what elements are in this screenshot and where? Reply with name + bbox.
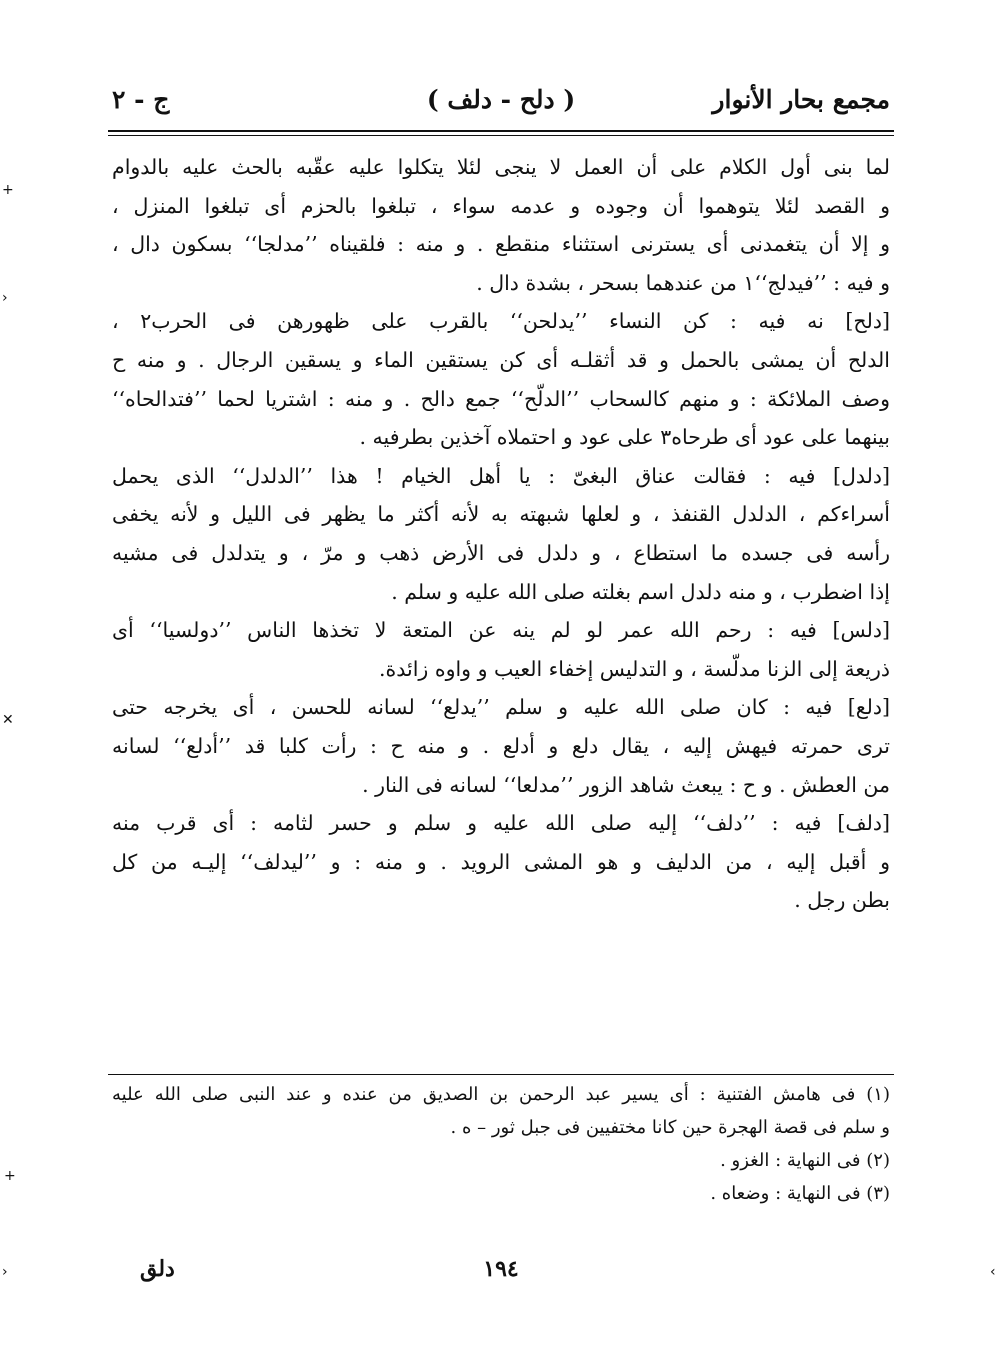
margin-mark-icon: + [2, 182, 14, 198]
volume-label: ج - ٢ [112, 85, 170, 114]
text-line: و القصد لئلا يتوهموا أن وجوده و عدمه سواء ، تبلغوا بالحزم أى تبلغوا المنزل ، [112, 193, 890, 218]
main-text [112, 148, 890, 920]
text-line: بطن رجل . [794, 888, 890, 913]
footnote-line: (١) فى هامش الفتنية : أى يسير عبد الرحمن بن الصديق من عنده و عند النبى صلى الله عليه [112, 1084, 890, 1105]
text-line: ذريعة إلى الزنا مدلّسة ، و التدليس إخفاء العيب و واوه زائدة. [379, 656, 890, 681]
footnote-line: و سلم فى قصة الهجرة حين كانا مختفيين فى جبل ثور – ه . [450, 1117, 890, 1138]
margin-mark-icon: + [4, 1168, 16, 1184]
running-header [112, 80, 890, 124]
margin-mark-icon: ‹ [990, 1264, 996, 1280]
text-line: الدلح أن يمشى بالحمل و قد أثقلـه أى كن يستقين الماء و يسقين الرجال . و منه ح [112, 347, 890, 372]
entry-dala-line: [دلع] فيه : كان صلى الله عليه و سلم ’’يدلع‘‘ لسانه للحسن ، أى يخرجه حتى [112, 695, 890, 720]
page-footer [112, 1256, 890, 1296]
text-line: أسراءكم ، الدلدل القنفذ ، و لعلها شبهته به لأنه أكثر ما يظهر فى الليل و لأنه يخفى [112, 502, 890, 527]
footnote-rule [108, 1074, 894, 1075]
footnote-line: (٣) فى النهاية : وضعاه . [710, 1183, 890, 1204]
footnote-line: (٢) فى النهاية : الغزو . [720, 1150, 890, 1171]
catchword: دلق [140, 1256, 175, 1282]
text-line: ترى حمرته فيهش إليه ، يقال دلع و أدلع . و منه ح : رأت كلبا قد ’’أدلع‘‘ لسانه [112, 733, 890, 758]
entry-dals-line: [دلس] فيه : رحم الله عمر لو لم ينه عن المتعة لا تخذها الناس ’’دولسيا‘‘ أى [112, 618, 890, 643]
entry-daldal-line: [دلدل] فيه : فقالت عناق البغىّ : يا أهل الخيام ! هذا ’’الدلدل‘‘ الذى يحمل [112, 463, 890, 488]
book-title: مجمع بحار الأنوار [712, 85, 890, 114]
margin-mark-icon: › [2, 1264, 8, 1280]
text-line: وصف الملائكة : و منهم كالسحاب ’’الدلّح‘‘ جمع دالح . و منه : اشتريا لحما ’’فتدالحاه‘‘ [112, 386, 890, 411]
entry-dalh-line: [دلح] نه فيه : كن النساء ’’يدلحن‘‘ بالقرب على ظهورهن فى الحرب٢ ، [112, 309, 890, 334]
margin-mark-icon: › [2, 290, 8, 306]
text-line: و إلا أن يتغمدنى أى يسترنى استثناء منقطع . و منه : فلقيناه ’’مدلجا‘‘ بسكون دال ، [112, 232, 890, 257]
page-number: ١٩٤ [483, 1256, 519, 1282]
text-line: و فيه : ’’فيدلج‘‘١ من عندهما بسحر ، بشدة دال . [476, 270, 890, 295]
header-rule [108, 130, 894, 132]
header-rule-thin [108, 135, 894, 136]
text-line: إذا اضطرب ، و منه دلدل اسم بغلته صلى الله عليه و سلم . [391, 579, 890, 604]
text-line: بينهما على عود أى طرحاه٣ على عود و احتملاه آخذين بطرفيه . [359, 425, 890, 450]
margin-mark-icon: ✕ [2, 712, 14, 728]
text-line: من العطش . و ح : يبعث شاهد الزور ’’مدلعا‘‘ لسانه فى النار . [362, 772, 890, 797]
entry-range: ( دلح - دلف ) [426, 85, 576, 114]
text-line: و أقبل إليه ، من الدليف و هو المشى الرويد . و منه : و ’’ليدلف‘‘ إليـه من كل [112, 849, 890, 874]
text-line: لما بنى أول الكلام على أن العمل لا ينجى لئلا يتكلوا عليه عقّبه بالحث عليه بالدوام [112, 155, 890, 179]
entry-dalf-line: [دلف] فيه : ’’دلف‘‘ إليه صلى الله عليه و سلم و حسر لثامه : أى قرب منه [112, 811, 890, 836]
text-line: رأسه فى جسده ما استطاع ، و دلدل فى الأرض ذهب و مرّ ، و يتدلدل فى مشيه [112, 540, 890, 565]
footnotes [112, 1078, 890, 1210]
